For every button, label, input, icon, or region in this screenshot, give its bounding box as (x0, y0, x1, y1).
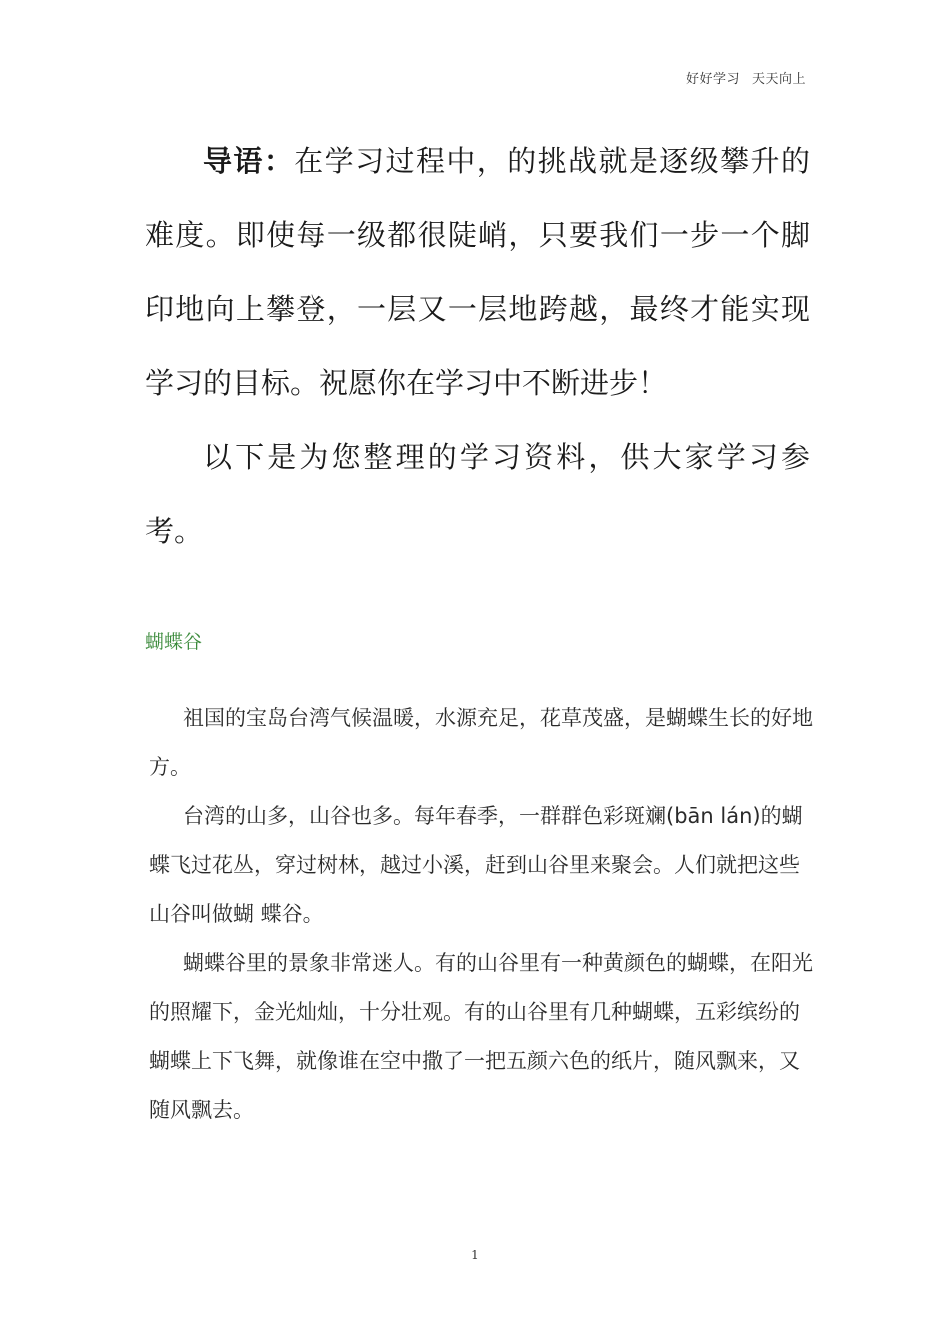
page-number: 1 (471, 1248, 479, 1262)
intro-text: 在学习过程中，的挑战就是逐级攀升的难度。即使每一级都很陡峭，只要我们一步一个脚印地向上攀登，一层又一层地跨越，最终才能实现学习的目标。祝愿你在学习中不断进步！ (145, 144, 810, 400)
article-body (149, 694, 814, 1135)
header-right-text: 天天向上 (751, 72, 806, 87)
article-paragraph-3: 蝴蝶谷里的景象非常迷人。有的山谷里有一种黄颜色的蝴蝶，在阳光的照耀下，金光灿灿，十分壮观。有的山谷里有几种蝴蝶，五彩缤纷的蝴蝶上下飞舞，就像谁在空中撒了一把五颜六色的纸片，随风飘来，又随风飘去。 (149, 951, 813, 1122)
header-left-text: 好好学习 (685, 72, 740, 87)
article-paragraph-1: 祖国的宝岛台湾气候温暖，水源充足，花草茂盛，是蝴蝶生长的好地方。 (149, 706, 813, 779)
intro-paragraph-1 (145, 124, 810, 420)
intro-label: 导语： (203, 144, 295, 178)
intro-section (145, 124, 810, 568)
article-title: 蝴蝶谷 (145, 631, 203, 653)
article-paragraph-2: 台湾的山多，山谷也多。每年春季，一群群色彩斑斓(bān lán)的蝴蝶飞过花丛，穿过树林，越过小溪，赶到山谷里来聚会。人们就把这些山谷叫做蝴 蝶谷。 (149, 804, 803, 926)
page-header (686, 68, 806, 87)
intro-paragraph-2: 以下是为您整理的学习资料，供大家学习参考。 (145, 440, 810, 548)
